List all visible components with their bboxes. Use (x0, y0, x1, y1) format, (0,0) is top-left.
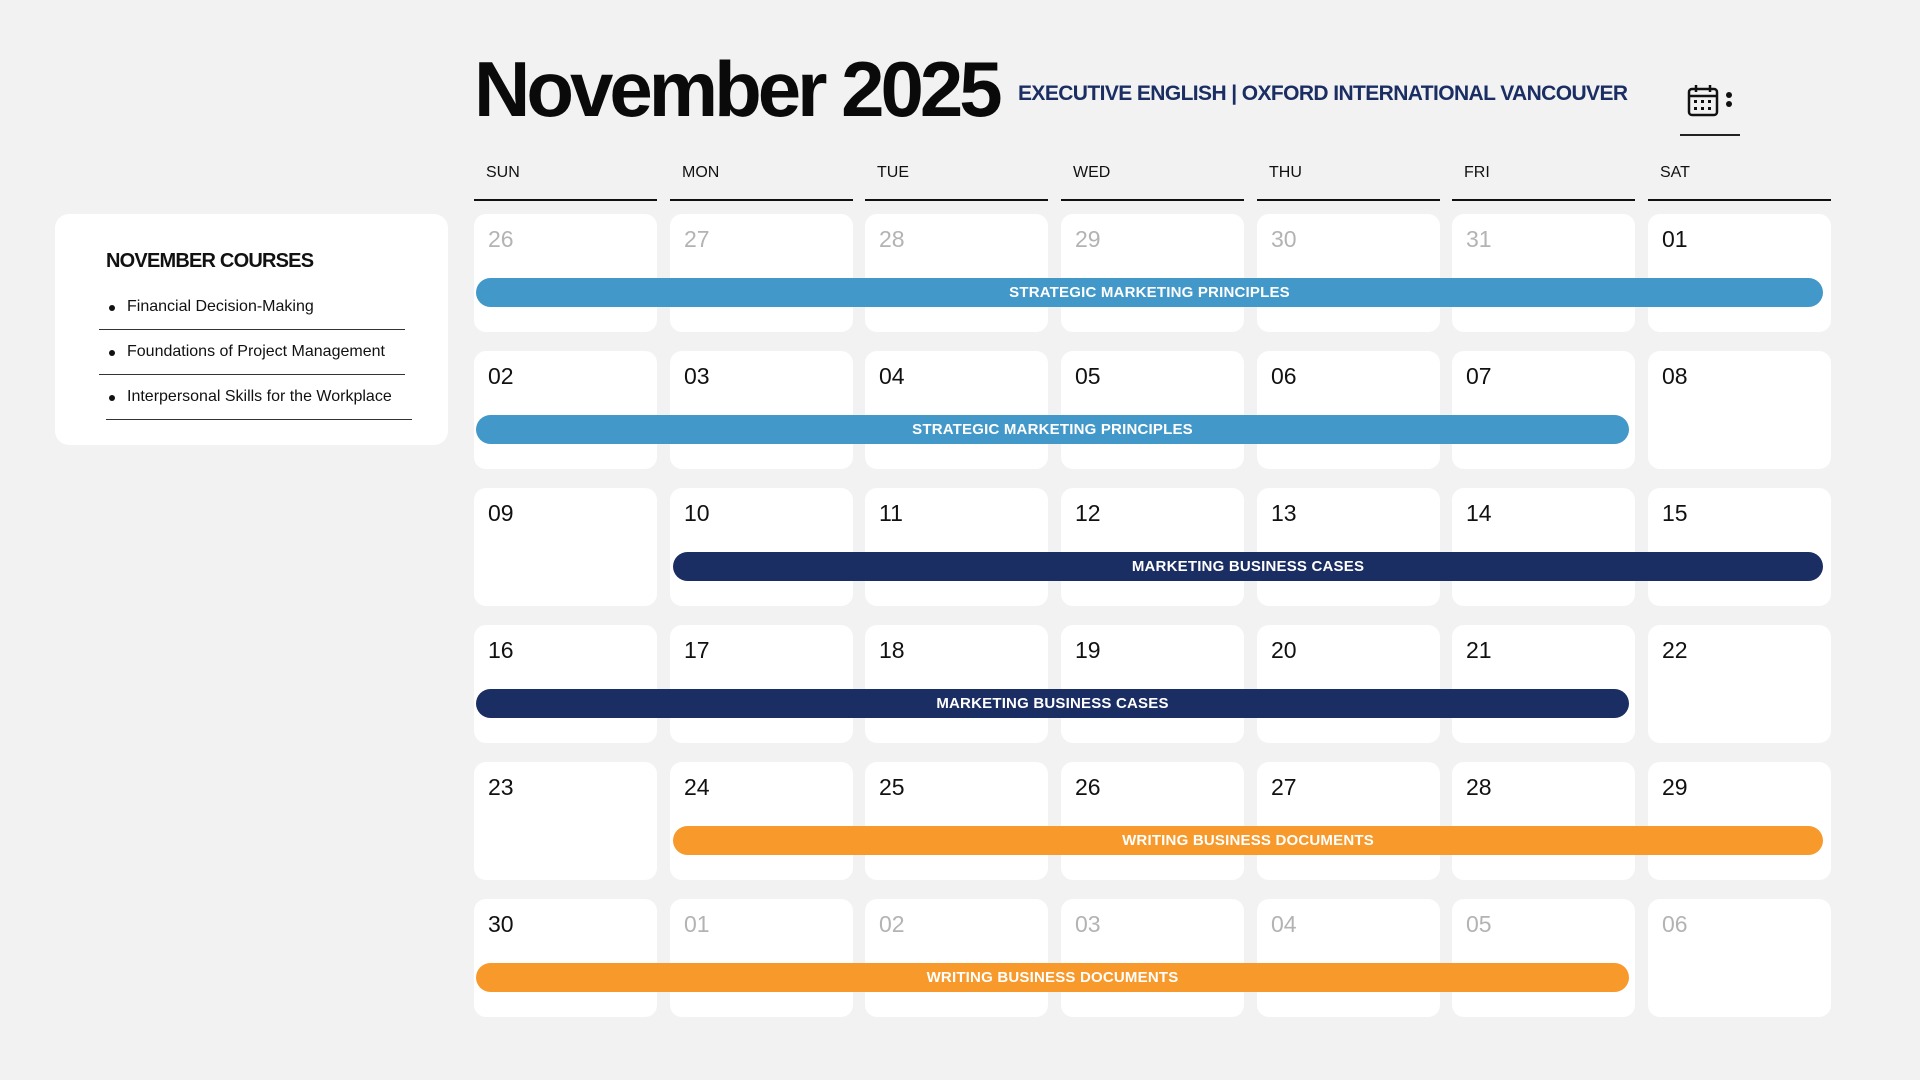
day-number: 30 (488, 911, 514, 937)
day-number: 23 (488, 774, 514, 800)
weekday-header-sat (1648, 164, 1831, 201)
weekday-header-tue (865, 164, 1048, 201)
day-number: 29 (1075, 226, 1101, 252)
day-cell[interactable] (670, 899, 853, 1017)
day-cell[interactable] (474, 762, 657, 880)
day-cell[interactable] (865, 762, 1048, 880)
day-cell[interactable] (865, 625, 1048, 743)
weekday-header-thu (1257, 164, 1440, 201)
weekday-label: THU (1269, 164, 1302, 181)
day-number: 28 (879, 226, 905, 252)
course-name: Foundations of Project Management (127, 343, 385, 360)
day-number: 05 (1075, 363, 1101, 389)
day-cell[interactable] (474, 488, 657, 606)
course-name: Financial Decision-Making (127, 298, 314, 315)
courses-panel (55, 214, 448, 445)
event-bar[interactable]: STRATEGIC MARKETING PRINCIPLES (476, 278, 1823, 307)
day-number: 24 (684, 774, 710, 800)
day-cell[interactable] (1257, 214, 1440, 332)
day-number: 12 (1075, 500, 1101, 526)
page-title: November 2025 (474, 45, 999, 133)
day-cell[interactable] (1452, 625, 1635, 743)
course-divider (99, 374, 405, 375)
day-number: 11 (879, 500, 903, 526)
day-cell[interactable] (474, 899, 657, 1017)
event-bar[interactable]: WRITING BUSINESS DOCUMENTS (673, 826, 1823, 855)
day-cell[interactable] (1648, 762, 1831, 880)
day-number: 01 (684, 911, 710, 937)
day-cell[interactable] (1061, 351, 1244, 469)
day-cell[interactable] (1648, 899, 1831, 1017)
weekday-label: SUN (486, 164, 520, 181)
day-cell[interactable] (1257, 625, 1440, 743)
day-cell[interactable] (474, 625, 657, 743)
day-cell[interactable] (1648, 214, 1831, 332)
day-cell[interactable] (670, 625, 853, 743)
weekday-label: FRI (1464, 164, 1490, 181)
day-number: 04 (879, 363, 905, 389)
day-cell[interactable] (1452, 351, 1635, 469)
day-number: 26 (488, 226, 514, 252)
weekday-header-sun (474, 164, 657, 201)
day-number: 10 (684, 500, 710, 526)
day-cell[interactable] (474, 351, 657, 469)
day-number: 09 (488, 500, 514, 526)
day-number: 17 (684, 637, 710, 663)
day-cell[interactable] (1257, 351, 1440, 469)
course-item[interactable] (99, 298, 411, 322)
day-number: 02 (879, 911, 905, 937)
day-cell[interactable] (865, 214, 1048, 332)
course-divider (106, 419, 412, 420)
day-cell[interactable] (865, 488, 1048, 606)
day-cell[interactable] (670, 488, 853, 606)
day-cell[interactable] (1257, 762, 1440, 880)
day-cell[interactable] (670, 351, 853, 469)
day-number: 25 (879, 774, 905, 800)
day-number: 02 (488, 363, 514, 389)
weekday-header-mon (670, 164, 853, 201)
bullet-icon (109, 395, 115, 401)
weekday-label: MON (682, 164, 720, 181)
day-number: 05 (1466, 911, 1492, 937)
day-cell[interactable] (1061, 899, 1244, 1017)
day-cell[interactable] (1452, 899, 1635, 1017)
day-cell[interactable] (1648, 625, 1831, 743)
day-number: 06 (1271, 363, 1297, 389)
day-number: 31 (1466, 226, 1492, 252)
day-number: 03 (684, 363, 710, 389)
bullet-icon (109, 305, 115, 311)
course-item[interactable] (99, 388, 411, 412)
day-cell[interactable] (1648, 488, 1831, 606)
day-cell[interactable] (865, 351, 1048, 469)
page-subtitle: EXECUTIVE ENGLISH | OXFORD INTERNATIONAL VANCOUVER (1018, 82, 1628, 105)
event-bar[interactable]: STRATEGIC MARKETING PRINCIPLES (476, 415, 1629, 444)
course-item[interactable] (99, 343, 411, 367)
day-cell[interactable] (1061, 762, 1244, 880)
day-number: 04 (1271, 911, 1297, 937)
day-number: 16 (488, 637, 514, 663)
day-cell[interactable] (1452, 488, 1635, 606)
day-number: 22 (1662, 637, 1688, 663)
day-cell[interactable] (1452, 762, 1635, 880)
day-cell[interactable] (865, 899, 1048, 1017)
courses-panel-title: NOVEMBER COURSES (106, 250, 314, 272)
calendar-menu-button[interactable] (1680, 82, 1740, 136)
weekday-label: TUE (877, 164, 909, 181)
day-number: 15 (1662, 500, 1688, 526)
course-divider (99, 329, 405, 330)
day-number: 18 (879, 637, 905, 663)
day-cell[interactable] (1452, 214, 1635, 332)
day-number: 30 (1271, 226, 1297, 252)
weekday-label: SAT (1660, 164, 1690, 181)
day-cell[interactable] (474, 214, 657, 332)
day-cell[interactable] (1061, 625, 1244, 743)
day-number: 13 (1271, 500, 1297, 526)
day-number: 07 (1466, 363, 1492, 389)
calendar-icon (1687, 84, 1747, 124)
day-number: 26 (1075, 774, 1101, 800)
day-number: 20 (1271, 637, 1297, 663)
day-cell[interactable] (1061, 488, 1244, 606)
bullet-icon (109, 350, 115, 356)
day-cell[interactable] (1648, 351, 1831, 469)
day-number: 27 (1271, 774, 1297, 800)
day-cell[interactable] (1061, 214, 1244, 332)
day-number: 14 (1466, 500, 1492, 526)
day-cell[interactable] (1257, 488, 1440, 606)
day-number: 28 (1466, 774, 1492, 800)
course-name: Interpersonal Skills for the Workplace (127, 388, 392, 405)
day-number: 27 (684, 226, 710, 252)
day-number: 06 (1662, 911, 1688, 937)
weekday-label: WED (1073, 164, 1111, 181)
day-number: 03 (1075, 911, 1101, 937)
day-cell[interactable] (670, 214, 853, 332)
day-cell[interactable] (1257, 899, 1440, 1017)
weekday-header-fri (1452, 164, 1635, 201)
day-number: 21 (1466, 637, 1492, 663)
day-number: 08 (1662, 363, 1688, 389)
event-bar[interactable]: WRITING BUSINESS DOCUMENTS (476, 963, 1629, 992)
day-number: 19 (1075, 637, 1101, 663)
day-number: 29 (1662, 774, 1688, 800)
day-cell[interactable] (670, 762, 853, 880)
event-bar[interactable]: MARKETING BUSINESS CASES (476, 689, 1629, 718)
day-number: 01 (1662, 226, 1688, 252)
event-bar[interactable]: MARKETING BUSINESS CASES (673, 552, 1823, 581)
weekday-header-wed (1061, 164, 1244, 201)
